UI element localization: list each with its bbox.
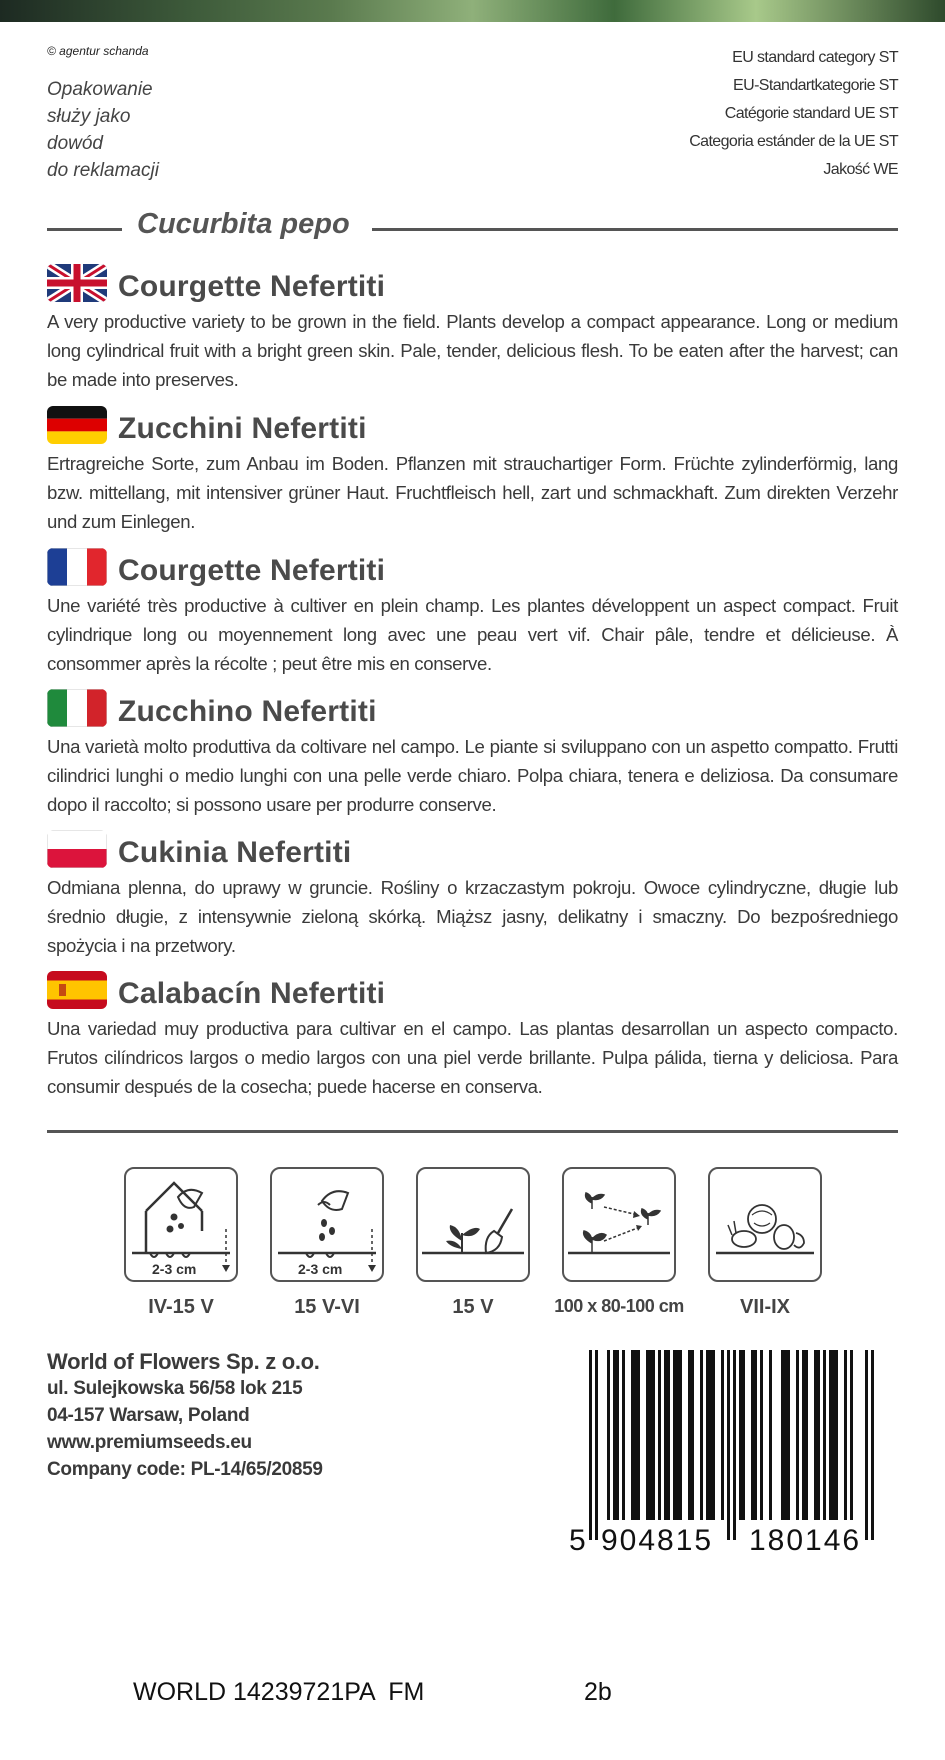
outdoor-sowing-icon	[270, 1167, 384, 1282]
complaint-line: Opakowanie	[47, 79, 153, 100]
icon-caption: IV-15 V	[148, 1296, 214, 1318]
barcode-bar	[688, 1350, 691, 1520]
variety-title: Courgette Nefertiti	[118, 270, 386, 303]
barcode-bar	[667, 1350, 670, 1520]
barcode-bar	[709, 1350, 712, 1520]
variety-title: Courgette Nefertiti	[118, 554, 386, 587]
barcode-left-digits: 904815	[601, 1524, 714, 1557]
variety-description: A very productive variety to be grown in the field. Plants develop a compact appearance. Long or medium long cylindrical fruit with a bright green skin. Pale, tender, delicious flesh. To be eaten after the harvest; can be made into preserves.	[47, 311, 898, 390]
harvest-icon	[708, 1167, 822, 1282]
variety-title: Zucchini Nefertiti	[118, 412, 367, 445]
lang-section-spanish	[47, 971, 898, 1101]
sowing-depth-label: 2-3 cm	[152, 1261, 197, 1277]
barcode-bar	[787, 1350, 790, 1520]
icon-caption: VII-IX	[739, 1296, 790, 1318]
italy-flag-icon	[47, 689, 107, 727]
barcode-bar	[727, 1350, 730, 1540]
barcode-bar	[595, 1350, 598, 1540]
barcode-bar	[829, 1350, 832, 1520]
barcode-bar	[631, 1350, 634, 1520]
latin-name-row	[47, 206, 898, 246]
company-address-city: 04-157 Warsaw, Poland	[47, 1405, 250, 1426]
photo-copyright: © agentur schanda	[47, 44, 149, 58]
variety-description: Une variété très productive à cultiver en plein champ. Les plantes développent un aspect compact. Fruit cylindrique long ou moyennement long avec une peau vert vif. Chair pâle, tendre et délicieuse. À consommer après la récolte ; peut être mis en conserve.	[47, 595, 898, 674]
barcode-bar	[871, 1350, 874, 1540]
barcode-bar	[649, 1350, 652, 1520]
barcode-bar	[616, 1350, 619, 1520]
barcode-bar	[802, 1350, 805, 1520]
barcode-bar	[832, 1350, 835, 1520]
lang-section-polish	[47, 830, 898, 960]
barcode-first-digit: 5	[569, 1524, 588, 1557]
sowing-depth-label: 2-3 cm	[298, 1261, 343, 1277]
barcode-bar	[658, 1350, 661, 1520]
barcode-bar	[733, 1350, 736, 1540]
variety-description: Ertragreiche Sorte, zum Anbau im Boden. Pflanzen mit strauchartiger Form. Früchte zylinderförmig, lang bzw. mittellang, mit intensiver grüner Haut. Fruchtfleisch hell, zart und schmackhaft. Zum direkten Verzehr und zum Einlegen.	[47, 453, 898, 532]
barcode-bar	[664, 1350, 667, 1520]
barcode-bar	[700, 1350, 703, 1520]
barcode-bar	[637, 1350, 640, 1520]
variety-description: Odmiana plenna, do uprawy w gruncie. Rośliny o krzaczastym pokroju. Owoce cylindryczne, długie lub średnio długie, z intensywnie zieloną skórką. Miąższ jasny, delikatny i smaczny. Do bezpośredniego spożycia i na przetwory.	[47, 877, 898, 956]
icon-caption: 100 x 80-100 cm	[554, 1296, 684, 1316]
complaint-line: do reklamacji	[47, 160, 159, 181]
barcode-bar	[781, 1350, 784, 1520]
eu-standard-line: Catégorie standard UE ST	[724, 105, 898, 122]
barcode-bar	[865, 1350, 868, 1540]
indoor-sowing-icon	[124, 1167, 238, 1282]
germany-flag-icon	[47, 406, 107, 444]
barcode-bar	[589, 1350, 592, 1540]
barcode-bar	[814, 1350, 817, 1520]
plant-spacing-icon	[562, 1167, 676, 1282]
barcode-bar	[691, 1350, 694, 1520]
barcode-bar	[634, 1350, 637, 1520]
eu-standard-line: Categoria estánder de la UE ST	[689, 133, 898, 150]
complaint-line: służy jako	[47, 106, 131, 127]
complaint-line: dowód	[47, 133, 103, 154]
barcode-bar	[835, 1350, 838, 1520]
lang-section-german	[47, 406, 898, 536]
barcode-bar	[850, 1350, 853, 1520]
variety-description: Una varietà molto produttiva da coltivare nel campo. Le piante si sviluppano con un aspetto compatto. Frutti cilindrici lunghi o medio lunghi con una pelle verde chiaro. Polpa chiara, tenera e deliziosa. Da consumare dopo il raccolto; si possono usare per produrre conserve.	[47, 736, 898, 815]
barcode-bar	[622, 1350, 625, 1520]
header-photo-strip	[0, 0, 945, 22]
barcode-bar	[712, 1350, 715, 1520]
barcode-bar	[769, 1350, 772, 1520]
rule-right	[372, 228, 898, 231]
eu-standard-line: Jakość WE	[823, 161, 898, 178]
spain-flag-icon	[47, 971, 107, 1009]
barcode-bar	[742, 1350, 745, 1520]
barcode-bar	[676, 1350, 679, 1520]
variety-description: Una variedad muy productiva para cultivar en el campo. Las plantas desarrollan un aspecto compacto. Frutos cilíndricos largos o medio largos con una piel verde brillante. Pulpa pálida, tierna y deliciosa. Para consumir después de la cosecha; puede hacerse en conserva.	[47, 1018, 898, 1097]
barcode-bar	[613, 1350, 616, 1520]
barcode-bar	[739, 1350, 742, 1520]
barcode-bar	[817, 1350, 820, 1520]
variety-title: Cukinia Nefertiti	[118, 836, 352, 869]
rule-left	[47, 228, 122, 231]
company-website[interactable]: www.premiumseeds.eu	[47, 1432, 252, 1453]
barcode-bar	[673, 1350, 676, 1520]
section-divider	[47, 1130, 898, 1133]
lang-section-french	[47, 548, 898, 678]
barcode-bar	[760, 1350, 763, 1520]
planting-out-icon	[416, 1167, 530, 1282]
lang-section-english	[47, 264, 898, 394]
eu-standard-category	[689, 44, 898, 184]
barcode-bar	[784, 1350, 787, 1520]
eu-standard-line: EU-Standartkategorie ST	[733, 77, 898, 94]
variety-title: Zucchino Nefertiti	[118, 695, 377, 728]
uk-flag-icon	[47, 264, 107, 302]
barcode-bar	[751, 1350, 754, 1520]
icon-caption: 15 V-VI	[294, 1296, 360, 1318]
barcode-bar	[805, 1350, 808, 1520]
barcode-bar	[706, 1350, 709, 1520]
poland-flag-icon	[47, 830, 107, 868]
barcode-bar	[844, 1350, 847, 1520]
barcode-bar	[796, 1350, 799, 1520]
lang-section-italian	[47, 689, 898, 819]
cultivation-icons	[124, 1167, 824, 1317]
barcode-bar	[721, 1350, 724, 1520]
print-code: WORLD 14239721PA FM	[133, 1678, 425, 1706]
france-flag-icon	[47, 548, 107, 586]
company-address-street: ul. Sulejkowska 56/58 lok 215	[47, 1378, 303, 1399]
company-code: Company code: PL-14/65/20859	[47, 1459, 323, 1480]
latin-name: Cucurbita pepo	[137, 208, 350, 240]
complaint-notice	[47, 76, 247, 184]
page-marker: 2b	[584, 1678, 612, 1706]
barcode-bar	[652, 1350, 655, 1520]
barcode-bar	[679, 1350, 682, 1520]
barcode-bar	[823, 1350, 826, 1520]
company-info	[47, 1348, 323, 1483]
barcode-bar	[607, 1350, 610, 1520]
eu-standard-line: EU standard category ST	[732, 49, 898, 66]
company-name: World of Flowers Sp. z o.o.	[47, 1349, 320, 1374]
icon-caption: 15 V	[452, 1296, 494, 1318]
barcode-bar	[754, 1350, 757, 1520]
barcode-bar	[646, 1350, 649, 1520]
variety-title: Calabacín Nefertiti	[118, 977, 386, 1010]
barcode-right-digits: 180146	[749, 1524, 862, 1557]
